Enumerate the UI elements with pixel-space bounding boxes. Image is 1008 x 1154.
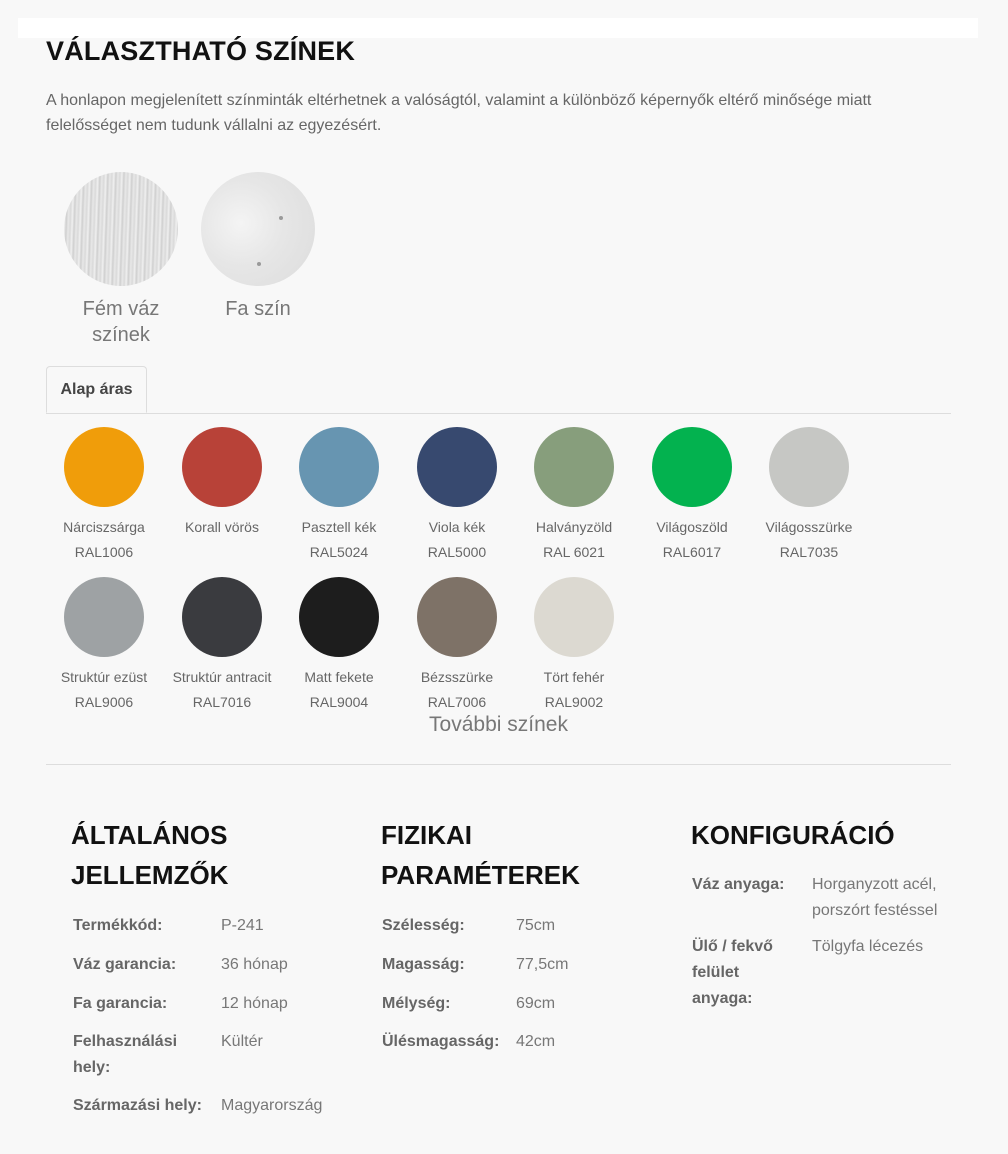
physical-title-line2: PARAMÉTEREK bbox=[381, 860, 580, 890]
spec-row-fa-garancia bbox=[73, 991, 363, 1017]
general-title-line2: JELLEMZŐK bbox=[71, 860, 229, 890]
spec-key-line: felület bbox=[692, 964, 740, 981]
color-swatch-struktur-ezust[interactable] bbox=[45, 577, 163, 715]
spec-key bbox=[692, 934, 773, 1012]
color-disclaimer: A honlapon megjelenített színminták eltérhetnek a valóságtól, valamint a különböző képernyők eltérő minősége miatt felelősséget nem tudunk vállalni az egyezésért. bbox=[46, 92, 872, 134]
swatch-circle bbox=[64, 427, 144, 507]
material-label: Fa szín bbox=[225, 298, 291, 320]
swatch-circle bbox=[182, 427, 262, 507]
spec-value: 75cm bbox=[516, 917, 556, 934]
config-specs-title: KONFIGURÁCIÓ bbox=[691, 820, 895, 850]
spec-value: 36 hónap bbox=[221, 956, 288, 973]
spec-key bbox=[73, 1029, 177, 1081]
swatch-code: RAL7006 bbox=[427, 694, 487, 710]
swatch-code: RAL9002 bbox=[544, 694, 604, 710]
swatch-name: Bézsszürke bbox=[420, 669, 494, 685]
section-title: VÁLASZTHATÓ SZÍNEK bbox=[46, 36, 356, 66]
color-swatch-viola-kek[interactable] bbox=[398, 427, 516, 565]
spec-row-vaz-anyaga bbox=[692, 872, 950, 924]
swatch-code: RAL6017 bbox=[662, 544, 722, 560]
spec-key: Termékkód: bbox=[73, 917, 163, 934]
color-swatch-matt-fekete[interactable] bbox=[280, 577, 398, 715]
spec-key: Váz garancia: bbox=[73, 956, 177, 973]
spec-key: Szélesség: bbox=[382, 917, 465, 934]
swatch-name: Struktúr ezüst bbox=[60, 669, 148, 685]
spec-row-szelesseg bbox=[382, 913, 632, 939]
swatch-circle bbox=[64, 577, 144, 657]
section-divider bbox=[46, 764, 951, 765]
spec-row-szarmazasi-hely bbox=[73, 1093, 363, 1119]
physical-specs bbox=[381, 815, 641, 1050]
swatch-name: Világoszöld bbox=[656, 519, 728, 535]
swatch-name: Viola kék bbox=[428, 519, 486, 535]
spec-value: 69cm bbox=[516, 995, 556, 1012]
spec-key: Ülésmagasság: bbox=[382, 1033, 500, 1050]
spec-value: 77,5cm bbox=[516, 956, 569, 973]
spec-row-melyseg bbox=[382, 991, 632, 1017]
top-bar bbox=[18, 18, 978, 38]
general-specs-title bbox=[71, 815, 361, 895]
spec-value: P-241 bbox=[221, 917, 264, 934]
swatch-code: RAL5000 bbox=[427, 544, 487, 560]
swatch-code: RAL9006 bbox=[74, 694, 134, 710]
color-swatch-pasztell-kek[interactable] bbox=[280, 427, 398, 565]
color-swatch-struktur-antracit[interactable] bbox=[163, 577, 281, 715]
wood-texture-icon bbox=[201, 172, 315, 286]
spec-value-line: porszórt festéssel bbox=[812, 902, 938, 919]
material-label: Fém váz színek bbox=[82, 298, 160, 346]
spec-key: Váz anyaga: bbox=[692, 876, 785, 893]
swatch-code: RAL7035 bbox=[779, 544, 839, 560]
color-swatch-vilagosszurke[interactable] bbox=[750, 427, 868, 565]
physical-specs-title bbox=[381, 815, 641, 895]
color-swatch-halvanyzold[interactable] bbox=[515, 427, 633, 565]
swatch-name: Tört fehér bbox=[543, 669, 605, 685]
color-swatch-bezsszurke[interactable] bbox=[398, 577, 516, 715]
spec-key-line: Ülő / fekvő bbox=[692, 938, 773, 955]
tab-alap-aras[interactable]: Alap áras bbox=[46, 366, 147, 413]
config-specs bbox=[691, 815, 951, 1007]
swatch-code: RAL9004 bbox=[309, 694, 369, 710]
color-swatch-narciszsarga[interactable] bbox=[45, 427, 163, 565]
swatch-circle bbox=[417, 427, 497, 507]
swatch-name: Struktúr antracit bbox=[172, 669, 272, 685]
swatch-circle bbox=[299, 427, 379, 507]
metal-texture-icon bbox=[64, 172, 178, 286]
swatch-circle bbox=[534, 427, 614, 507]
swatch-circle bbox=[417, 577, 497, 657]
swatch-name: Nárciszsárga bbox=[63, 519, 145, 535]
spec-row-magassag bbox=[382, 952, 632, 978]
spec-value: 12 hónap bbox=[221, 995, 288, 1012]
spec-key-line: hely: bbox=[73, 1059, 111, 1076]
swatch-circle bbox=[534, 577, 614, 657]
spec-row-ulesmagassag bbox=[382, 1029, 632, 1055]
swatch-code: RAL 6021 bbox=[543, 544, 605, 560]
swatch-circle bbox=[652, 427, 732, 507]
spec-key: Származási hely: bbox=[73, 1097, 202, 1114]
physical-title-line1: FIZIKAI bbox=[381, 820, 472, 850]
spec-value: Kültér bbox=[221, 1033, 263, 1050]
spec-row-felhasznalasi-hely bbox=[73, 1029, 363, 1081]
general-title-line1: ÁLTALÁNOS bbox=[71, 820, 228, 850]
swatch-code: RAL5024 bbox=[309, 544, 369, 560]
price-tabs bbox=[46, 366, 951, 414]
swatch-code: RAL1006 bbox=[74, 544, 134, 560]
spec-key-line: Felhasználási bbox=[73, 1033, 178, 1050]
spec-value: Tölgyfa lécezés bbox=[812, 938, 924, 955]
spec-value-line: Horganyzott acél, bbox=[812, 876, 937, 893]
color-swatch-vilagoszold[interactable] bbox=[633, 427, 751, 565]
swatch-name: Korall vörös bbox=[185, 519, 259, 535]
spec-key-line: anyaga: bbox=[692, 990, 753, 1007]
swatch-name: Pasztell kék bbox=[301, 519, 377, 535]
swatch-name: Világosszürke bbox=[765, 519, 853, 535]
spec-value bbox=[812, 872, 937, 924]
wood-knot-icon bbox=[279, 216, 283, 220]
spec-value: Magyarország bbox=[221, 1097, 323, 1114]
spec-key: Fa garancia: bbox=[73, 995, 168, 1012]
swatch-circle bbox=[769, 427, 849, 507]
material-option-metal[interactable] bbox=[46, 172, 196, 348]
swatch-name: Matt fekete bbox=[304, 669, 374, 685]
wood-knot-icon bbox=[257, 262, 261, 266]
material-option-wood[interactable] bbox=[183, 172, 333, 322]
spec-key: Mélység: bbox=[382, 995, 451, 1012]
color-swatch-tort-feher[interactable] bbox=[515, 577, 633, 715]
color-swatch-korall-voros[interactable] bbox=[163, 427, 281, 540]
spec-value: 42cm bbox=[516, 1033, 556, 1050]
general-specs bbox=[71, 815, 361, 1114]
spec-row-vaz-garancia bbox=[73, 952, 363, 978]
swatch-code: RAL7016 bbox=[192, 694, 252, 710]
swatch-name: Halványzöld bbox=[535, 519, 613, 535]
spec-row-felulet-anyaga bbox=[692, 934, 950, 1012]
spec-key: Magasság: bbox=[382, 956, 465, 973]
swatch-circle bbox=[299, 577, 379, 657]
swatch-circle bbox=[182, 577, 262, 657]
more-colors-link[interactable]: További színek bbox=[429, 713, 568, 736]
spec-row-termekkod bbox=[73, 913, 363, 939]
